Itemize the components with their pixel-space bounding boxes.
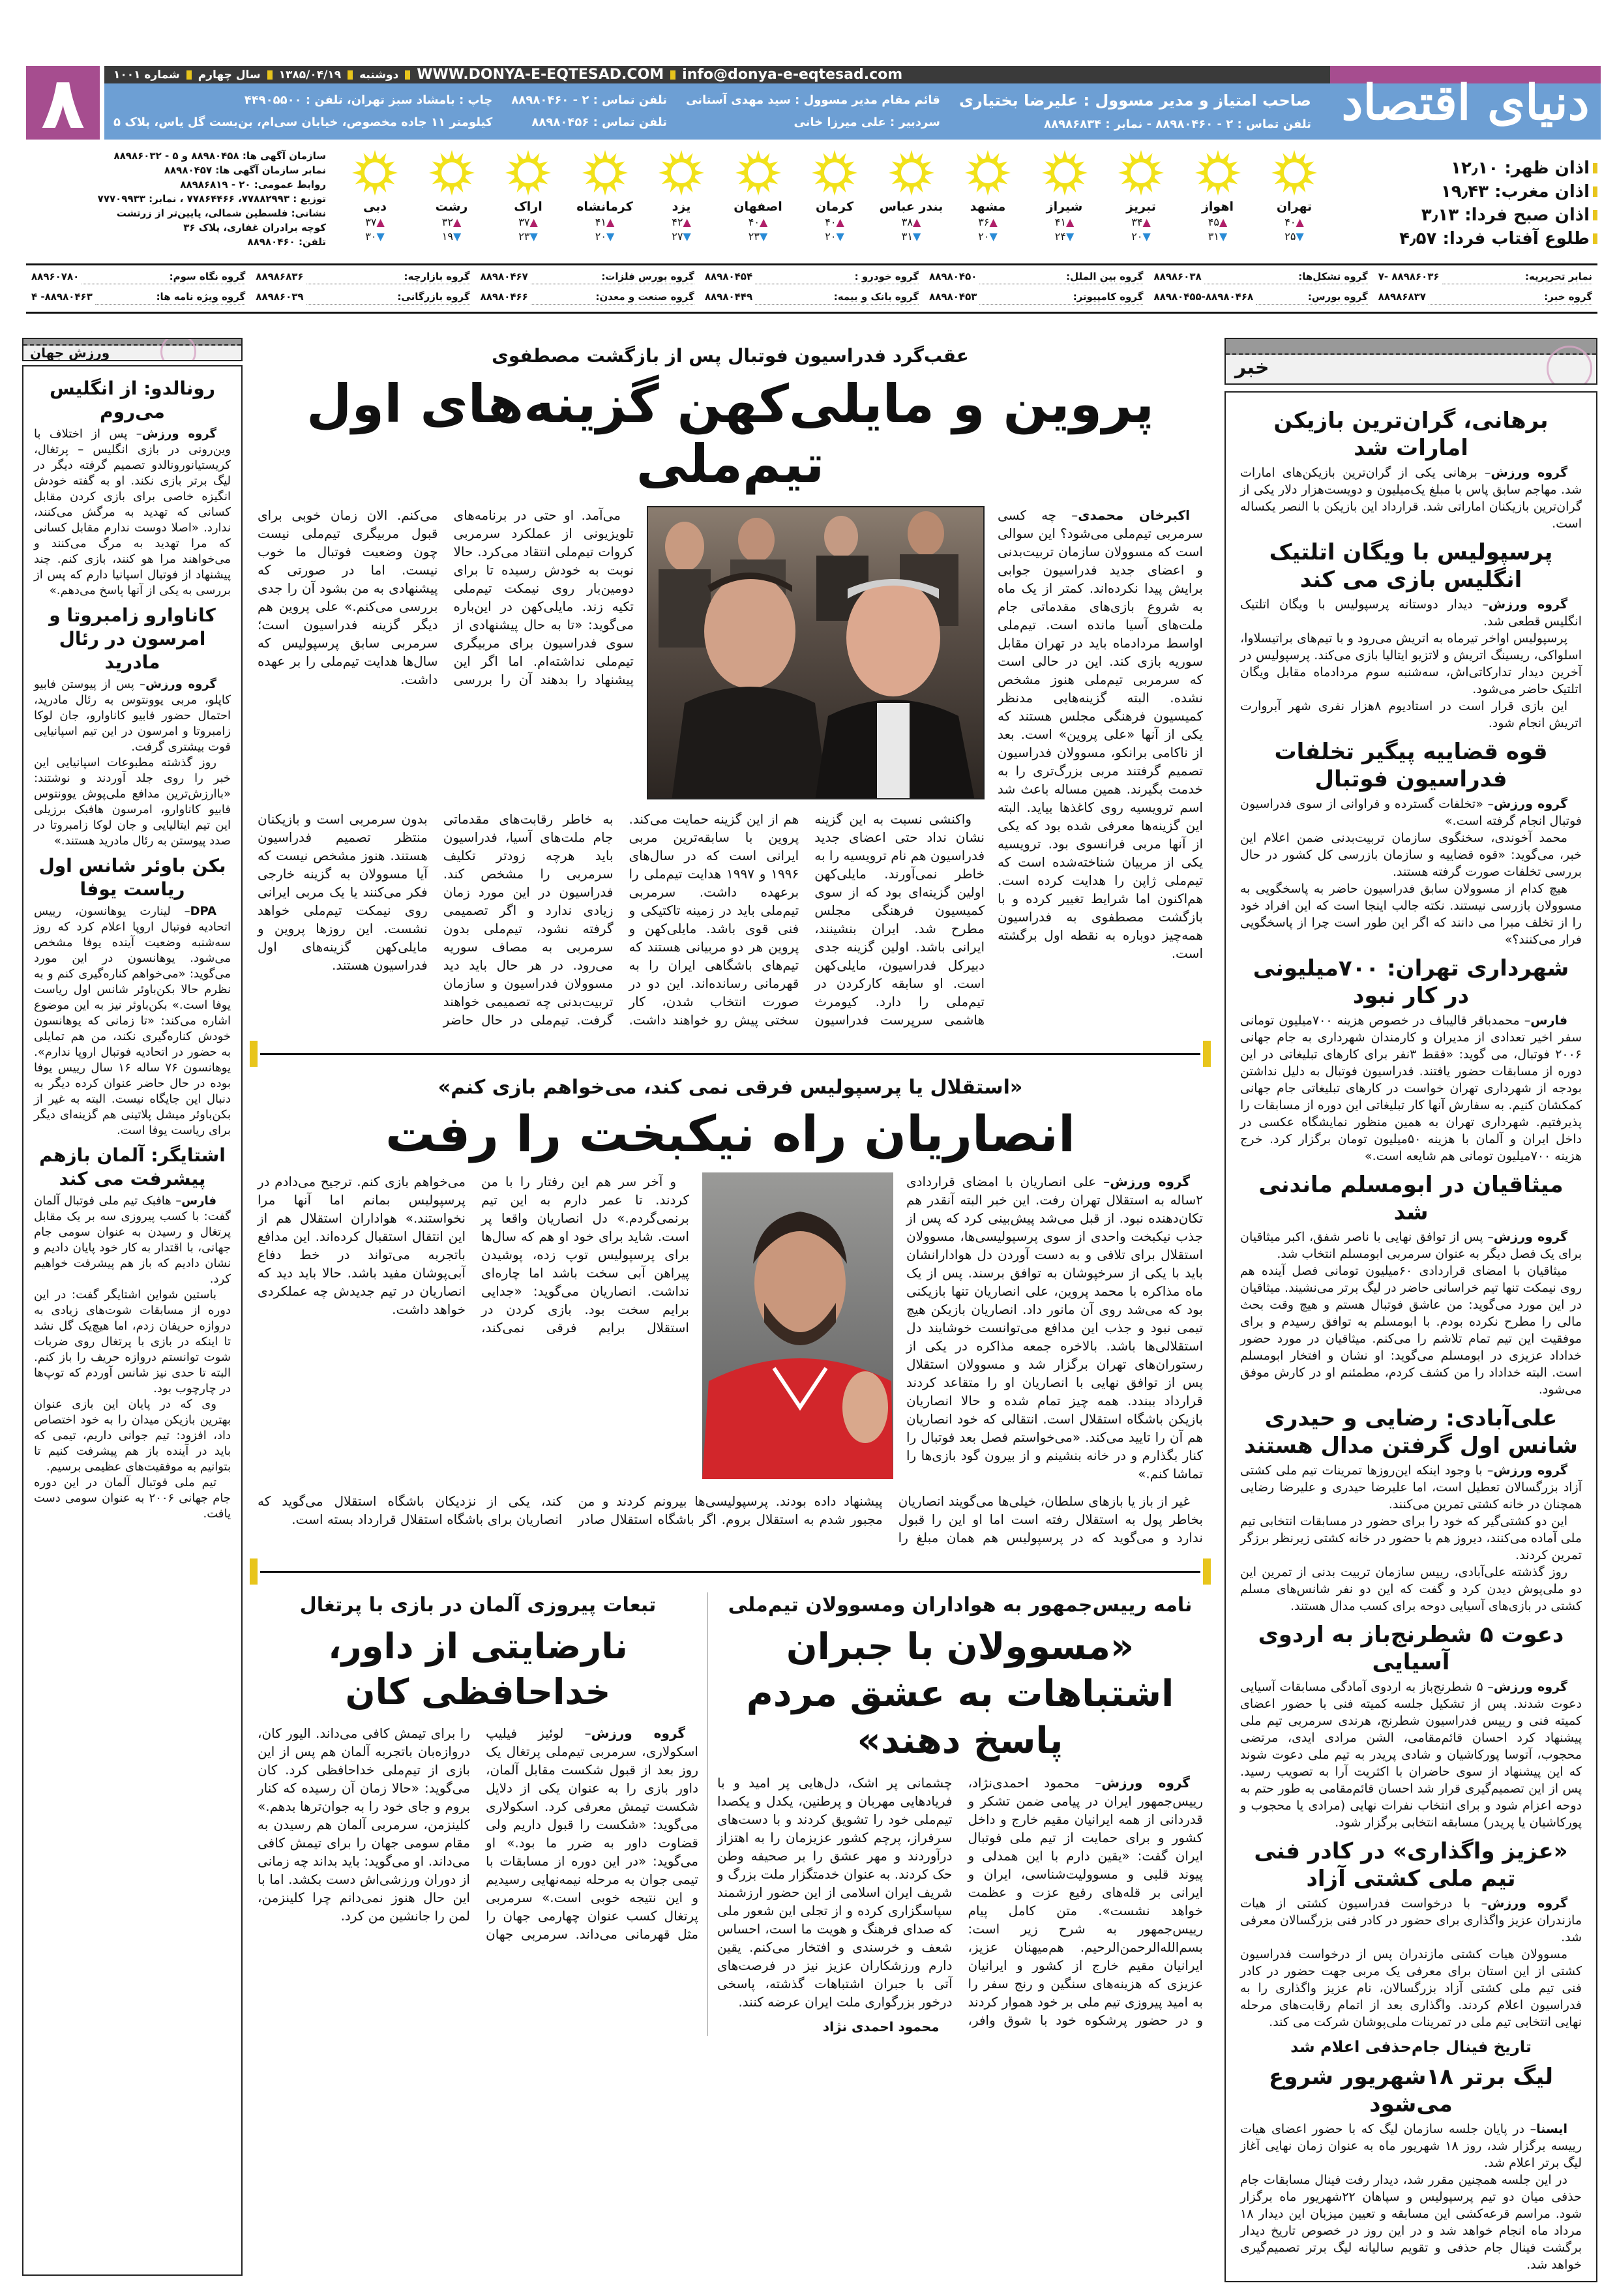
sun-icon	[965, 150, 1011, 196]
article-headline: شهرداری تهران: ۷۰۰میلیونی در کار نبود	[1253, 955, 1569, 1009]
issue-date: ۱۳۸۵/۰۴/۱۹	[278, 68, 342, 82]
ads-line: توزیع : ۷۷۸۸۲۹۹۳، ۷۷۸۶۴۴۶۶ ، نمابر: ۷۷۷۰۹۹۳۳	[97, 193, 326, 205]
paragraph: – لوئیز فیلیپ اسکولاری، سرمربی تیم‌ملی پرتغال یک روز بعد از قبول شکست مقابل آلمان، داور بازی را به عنوان یکی از دلایل شکست تیمش معرفی کرد. اسکولاری می‌گوید: «شکست را قبول داریم ولی قضاوت داور به ضرر ما بود.» او می‌گوید: «در این دوره از مسابقات با تیمی جوان به مرحله نیمه‌نهایی رسیدیم و این نتیجه خوبی است.» سرمربی پرتغال کسب عنوان چهارمی جهان را مثل قهرمانی می‌داند. سرمربی جهان را برای تیمش کافی می‌داند. الیور کان، دروازه‌بان باتجربه آلمان هم پس از این بازی از تیم‌ملی خداحافظی کرد. کان می‌گوید: «حالا زمان آن رسیده که کنار بروم و جای خود را به جوان‌ترها بدهم.» کلینزمن، سرمربی آلمان هم رسیدن به مقام سومی جهان را برای تیمش کافی می‌داند. او می‌گوید: باید بداند چه زمانی از دوران ورزشی‌اش دست بکشد. اما با این حال هنوز نمی‌دانم چرا کلینزمن، لمن را جانشین من کرد.	[258, 1725, 698, 1942]
article-paragraph: گروه ورزش– پس از توافق نهایی با ناصر شفق، اکبر میثاقیان برای یک فصل دیگر به عنوان سرمربی ابومسلم انتخاب شد.	[1240, 1230, 1582, 1261]
center-stories	[258, 339, 1203, 2036]
website-link[interactable]: WWW.DONYA-E-EQTESAD.COM	[417, 67, 664, 83]
ansarian-headline: انصاریان راه نیکبخت را رفت	[385, 1105, 1075, 1163]
sun-icon	[1118, 150, 1164, 196]
sun-icon	[352, 150, 398, 196]
phone-entry	[475, 269, 700, 284]
germany-story	[258, 1592, 698, 2036]
ansarian-columns	[258, 1172, 689, 1337]
phone-number: ۸۸۹۸۰۴۵۴	[704, 271, 753, 282]
issue-bar	[104, 66, 1330, 83]
weather-city	[492, 150, 564, 261]
article-paragraph: گروه ورزش– «تخلفات گسترده و فراوانی از سوی فدراسیون فوتبال انجام گرفته است.»	[1240, 797, 1582, 828]
phone-number: ۸۸۹۸۶۸۳۶	[256, 271, 304, 282]
article-paragraph: در این جلسه همچنین مقرر شد، دیدار رفت فینال مسابقات جام حذفی میان دو تیم پرسپولیس و سپاهان ۲۲شهریور ماه برگزار شود. مراسم قرعه‌کشی این مسابقه و تعیین میزبان این دیدار ۱۸ مرداد ماه انجام خواهد شد و در این روز در خصوص تاریخ دیدار برگشت فینال جام حذفی و تقویم سالیانه لیگ برتر تصمیم‌گیری خواهد شد.	[1240, 2173, 1582, 2272]
article-paragraph: روز گذشته مطبوعات اسپانیایی این خبر را روی جلد آوردند و نوشتند: «باارزش‌ترین مدافع ملی‌پوش یوونتوس فابیو کاناوارو، امرسون هافبک برزیلی این تیم ایتالیایی و جان لوکا زامبروتا در صدد پیوستن به رئال مادرید هستند.»	[34, 756, 231, 848]
ads-contact-info	[26, 149, 326, 249]
paragraph: غیر از باز یا بازهای سلطان، خیلی‌ها می‌گویند انصاریان بخاطر پول به استقلال رفته است اما او این را قبول ندارد و می‌گوید که در پرسپولیس هم همان مبلغ را پیشنهاد داده بودند. پرسپولیسی‌ها بیرونم کردند و من مجبور شدم به استقلال بروم. اگر باشگاه استقلال صادر کند، یکی از نزدیکان باشگاه استقلال می‌گوید که انصاریان برای باشگاه استقلال قرارداد بسته است.	[258, 1493, 1203, 1545]
ads-line: کوچه برادران غفاری، پلاک ۳۶	[183, 222, 326, 233]
phone-label: گروه بورس:	[1256, 290, 1368, 305]
byline: گروه ورزش	[1110, 1174, 1190, 1189]
player-photo-image	[702, 1172, 893, 1479]
city-name: کرمانشاه	[576, 200, 633, 214]
byline: گروه ورزش	[591, 1725, 685, 1741]
phone-entry	[475, 290, 700, 305]
world-sport-column	[22, 365, 243, 2276]
ansarian-kicker: «استقلال یا پرسپولیس فرقی نمی کند، می‌خواهم بازی کنم»	[438, 1076, 1023, 1099]
divider	[260, 1053, 1200, 1055]
article-paragraph: تیم ملی فوتبال آلمان در این دوره جام جهانی ۲۰۰۶ به عنوان سومی دست یافت.	[34, 1476, 231, 1521]
weather-city	[876, 150, 947, 261]
phone-label: گروه بانک و بیمه:	[755, 290, 919, 305]
divider-mark	[250, 1558, 258, 1585]
phone-number: ۸۸۹۸۰۴۶۷	[480, 271, 528, 282]
sun-icon	[889, 150, 934, 196]
divider	[260, 1571, 1200, 1573]
divider-mark	[250, 1041, 258, 1067]
paragraph: – چه کسی سرمربی تیم‌ملی می‌شود؟ این سوالی است که مسوولان سازمان تربیت‌بدنی و اعضای جدید فدراسیون جوابی برایش پیدا نکرده‌اند. کمتر از یک ماه به شروع بازی‌های مقدماتی جام ملت‌های آسیا مانده است. تیم‌ملی اواسط مردادماه باید در تهران مقابل سوریه بازی کند. این در حالی است که سرمربی تیم‌ملی هنوز مشخص نشده. البته گزینه‌هایی مدنظر کمیسیون فرهنگی مجلس هستند که یکی از آنها «علی پروین» است. بعد از ناکامی برانکو، مسوولان فدراسیون تصمیم گرفتند مربی بزرگ‌تری را به خدمت بگیرند. همین مساله باعث شد اسم ترویسیه روی کاغذها بیاید. البته این گزینه‌ها معرفی شده بود که یکی از آنها مربی فرانسوی بود. ترویسیه یکی از مربیان شناخته‌شده است که تیم‌ملی ژاپن را هدایت کرده است. هم‌اکنون اما شرایط تغییر کرده و با بازگشت مصطفوی به فدراسیون همه‌چیز دوباره به نقطه اول برگشته است.	[998, 507, 1203, 961]
phone-number: ۸۸۹۸۰۴۴۹	[704, 291, 753, 303]
article-paragraph: پرسپولیس اواخر تیرماه به اتریش می‌رود و با تیم‌های براتیسلاوا، اسلواکی، ریسینگ اتریش و لاتزیو ایتالیا بازی می‌کند. پرسپولیس در آخرین دیدار تدارکاتی‌اش، سه‌شنبه سوم مردادماه مقابل ویگان اتلتیک حاضر می‌شود.	[1240, 631, 1582, 696]
low-temp: ▼۲۴	[1054, 230, 1075, 243]
phone-entry	[924, 269, 1148, 284]
phone-label: گروه صنعت و معدن:	[531, 290, 694, 305]
page-number: ۸	[40, 61, 85, 145]
bullet-icon	[267, 70, 273, 80]
phone-number: ۸۸۹۸۶۸۳۷	[1378, 291, 1426, 303]
phone-label: نمابر تحریریه:	[1442, 269, 1592, 284]
weather-city	[799, 150, 870, 261]
article-paragraph: میثاقیان با امضای قراردادی ۶۰میلیون تومانی فصل آینده هم روی نیمکت تنها تیم خراسانی حاضر در لیگ برتر می‌نشیند. میثاقیان در این مورد می‌گوید: من عاشق فوتبال هستم و هیچ وقت بحث مالی را مطرح نکرده بودم. با ابومسلم به توافق رسیدم و برای موفقیت این تیم تمام تلاشم را می‌کنم. میثاقیان در مورد حضور خداداد عزیزی در ابومسلم می‌گوید: او نشان و افتخار ابومسلم است. البته خداداد را من کشف کردم، مطمئنم او در کارش موفق می‌شود.	[1240, 1264, 1582, 1397]
low-temp: ▼۲۰	[825, 230, 844, 243]
article-paragraph: DPA– لینارت یوهانسون، رییس اتحادیه فوتبال اروپا اعلام کرد که روز سه‌شنبه وضعیت آینده یوفا مشخص می‌شود. یوهانسون در این مورد می‌گوید: «می‌خواهم کناره‌گیری کنم و به نظرم حالا بکن‌باوئر شانس اول ریاست یوفا است.» بکن‌باوئر نیز به این موضوع اشاره می‌کند: «تا زمانی که یوهانسون خودش کناره‌گیری نکند، من هم تمایلی به حضور در اتحادیه فوتبال اروپا ندارم». یوهانسون ۷۶ ساله ۱۶ سال رییس یوفا بوده در حال حاضر عنوان کرده دیگر به دنبال این جایگاه نیست. البته به غیر از بکن‌باوئر میشل پلاتینی هم گزینه‌ای دیگر برای ریاست یوفا است.	[34, 904, 231, 1137]
low-temp: ▼۳۱	[901, 230, 921, 243]
deputy-phone: تلفن تماس : ۲ - ۸۸۹۸۰۴۶۰	[511, 93, 667, 107]
ads-line: روابط عمومی: ۲۰ - ۸۸۹۸۶۸۱۹	[180, 179, 326, 190]
email-link[interactable]: info@donya-e-eqtesad.com	[682, 67, 903, 83]
phone-directory	[26, 269, 1597, 305]
city-name: اهواز	[1201, 200, 1234, 214]
article-paragraph: ایسنا– در پایان جلسه سازمان لیگ که با حضور اعضای هیات رییسه برگزار شد، روز ۱۸ شهریور ماه به عنوان زمان نهایی آغاز لیگ برتر اعلام شد.	[1240, 2122, 1582, 2170]
main-story-headline: پروین و مایلی‌کهن گزینه‌های اول تیم‌ملی	[306, 374, 1155, 494]
sun-icon	[659, 150, 704, 196]
main-story-column	[998, 506, 1203, 964]
sun-icon	[735, 150, 781, 196]
weather-city	[645, 150, 717, 261]
low-temp: ▼۱۹	[441, 230, 462, 243]
prayer-times	[1350, 157, 1597, 250]
article-paragraph: گروه ورزش– با درخواست فدراسیون کشتی از هیات مازندران عزیز واگذاری برای حضور در کادر فنی بزرگسالان معرفی شد.	[1240, 1896, 1582, 1945]
city-name: یزد	[672, 200, 691, 214]
article-headline: بکن باوئر شانس اول ریاست یوفا	[38, 855, 226, 900]
bottom-stories	[258, 1592, 1203, 2036]
phone-label: گروه خودرو :	[755, 269, 919, 284]
weather-city	[722, 150, 794, 261]
issue-weekday: دوشنبه	[359, 68, 399, 82]
phone-label: گروه خبر:	[1429, 290, 1592, 305]
phone-label: گروه تشکل‌ها:	[1204, 269, 1368, 284]
sun-icon	[812, 150, 857, 196]
owner-block	[959, 91, 1311, 132]
phone-entry	[1373, 290, 1597, 305]
article-headline: لیگ برتر ۱۸شهریور شروع می‌شود	[1269, 2064, 1553, 2117]
article-headline: رونالدو: از انگلیس می‌روم	[50, 378, 215, 423]
high-temp: ▲۴۰	[1284, 216, 1304, 228]
phone-entry	[1148, 269, 1372, 284]
phone-label: گروه بین الملل:	[979, 269, 1143, 284]
print-block	[113, 93, 492, 130]
phone-number: ۸۸۹۸۰۴۶۶	[480, 291, 528, 303]
section-title: ورزش جهان	[30, 345, 110, 361]
phone-entry	[700, 269, 924, 284]
weather-city	[416, 150, 488, 261]
paragraph: – محمود احمدی‌نژاد، رییس‌جمهور ایران در پیامی ضمن تشکر و قدردانی از همه ایرانیان مقیم خارج و داخل کشور و برای حمایت از تیم ملی فوتبال ایران گفت: «یقین دارم با این همدلی و پیوند قلبی و مسوولیت‌شناسی، ایران و ایرانی بر قله‌های رفیع عزت و عظمت خواهد نشست». متن کامل پیام رییس‌جمهور به شرح زیر است: بسم‌الله‌الرحمن‌الرحیم. هم‌میهنان عزیز، ایرانیان مقیم خارج از کشور و ایرانیان عزیزی که هزینه‌های سنگین و رنج سفر را به امید پیروزی تیم ملی بر خود هموار کردند و در حضور پرشکوه خود با شوق وافر، چشمانی پر اشک، دل‌هایی پر امید و با فریادهایی مهربان و پرطنین، یکدل و یکصدا تیم‌ملی خود را تشویق کردند و با دست‌های سرفراز، پرچم کشور عزیزمان را به اهتزاز درآوردند و مهر عشق را بر صحیفه وطن حک کردند. به عنوان خدمتگزار ملت بزرگ و شریف ایران اسلامی از این حضور ارزشمند سپاسگزاری کرده و از تجلی این شعور ملی که صدای فرهنگ و هویت ما است، احساس شعف و خرسندی و افتخار می‌کنم. یقین دارم ورزشکاران عزیز نیز در فرصت‌های آتی با جبران اشتباهات گذشته، پاسخی درخور بزرگواری ملت ایران عرضه کنند.	[717, 1775, 1203, 2028]
article-paragraph: گروه ورزش– ۵ شطرنج‌باز به اردوی آمادگی مسابقات آسیایی دعوت شدند. پس از تشکیل جلسه کمیته فنی با حضور اعضای کمیته فنی و رییس فدراسیون شطرنج، هرندی سرمربی تیم ملی پیشنهاد کرد احسان قائم‌مقامی، الشن مرادی ایدی، مرتضی محجوب، آتوسا پورکاشیان و شادی پریدر به تیم ملی دعوت شوند که این پیشنهاد از سوی حاضران با اکثریت آرا به تصویب رسید. پس از این تصمیم‌گیری قرار شد احسان قائم‌مقامی به طور حتم به دوحه اعزام شود و برای انتخاب نفرات نهایی (مرادی یا محجوب و پورکاشیان یا پریدر) مسابقه انتخابی برگزار شود.	[1240, 1680, 1582, 1830]
article-source: گروه ورزش	[1487, 1896, 1567, 1911]
article-source: گروه ورزش	[1491, 466, 1567, 480]
article-source: گروه ورزش	[1493, 797, 1568, 811]
article-source: گروه ورزش	[1493, 1463, 1567, 1478]
article-headline: کاناوارو زامبروتا و امرسون در رئال مادرید	[49, 604, 216, 673]
editors-block	[686, 93, 940, 130]
main-story-kicker: عقب‌گرد فدراسیون فوتبال پس از بازگشت مصطفوی	[492, 345, 969, 366]
news-column	[1224, 391, 1597, 2282]
ansarian-photo	[702, 1172, 893, 1479]
article-paragraph: گروه ورزش– پس از پیوستن فابیو کاپلو، مربی یوونتوس به رئال مادرید، احتمال حضور فابیو کاناوارو، جان لوکا زامبروتا و امرسون در این تیم اسپانیایی قوت بیشتری گرفت.	[34, 678, 231, 754]
article-source: گروه ورزش	[141, 427, 216, 441]
article-headline: قوه قضاییه پیگیر تخلفات فدراسیون فوتبال	[1274, 739, 1548, 792]
high-temp: ▲۴۵	[1208, 216, 1228, 228]
high-temp: ▲۳۷	[365, 216, 385, 228]
article-paragraph: گروه ورزش– پس از اختلاف با وین‌رونی در بازی انگلیس – پرتغال، کریستیانورونالدو تصمیم گرفته دیگر در لیگ برتر بازی نکند. او به گفته خودش انگیزه خاصی برای بازی کردن مقابل کسانی که تهدید به مرگش می‌کنند، ندارد. «اصلا دوست ندارم مقابل کسانی که مرا تهدید به مرگ می‌کنند و می‌خواهند مرا هو کنند، بازی کنم. چند پیشنهاد از فوتبال اسپانیا دارم که پس از بررسی به یکی از آنها پاسخ می‌دهم.»	[34, 427, 231, 597]
article-paragraph: مسوولان هیات کشتی مازندران پس از درخواست فدراسیون کشتی از این استان برای معرفی یک مربی جهت حضور در کادر فنی تیم ملی کشتی آزاد بزرگسالان، نام عزیز واگذاری را به فدراسیون اعلام کردند. واگذاری بعد از اتمام رقابت‌های مرحله نهایی انتخابی تیم ملی در تمرینات ملی‌پوشان شرکت می کند.	[1240, 1947, 1582, 2029]
sun-icon	[1195, 150, 1241, 196]
article-paragraph: این دو کشتی‌گیر که خود را برای حضور در مسابقات انتخابی تیم ملی آماده می‌کنند، دیروز هم با حضور در خانه کشتی زیرنظر برزگر تمرین کردند.	[1240, 1514, 1582, 1562]
divider	[26, 312, 1597, 314]
weather-city	[1105, 150, 1177, 261]
owner-line: صاحب امتیاز و مدیر مسوول : علیرضا بختیاری	[958, 91, 1311, 110]
bullet-icon	[405, 70, 410, 80]
prayer-time: اذان مغرب: ۱۹٫۴۳	[1350, 180, 1597, 203]
divider	[26, 263, 1597, 265]
city-name: کرمان	[816, 200, 853, 214]
owner-phone: تلفن تماس : ۲ - ۸۸۹۸۰۴۶۰ - نمابر : ۸۸۹۸۶۸۳۴	[1044, 117, 1311, 131]
low-temp: ▼۲۳	[518, 230, 538, 243]
divider-mark	[1203, 1041, 1211, 1067]
high-temp: ▲۳۲	[441, 216, 462, 228]
officials-photo-image	[647, 507, 983, 799]
deputy-line: قائم مقام مدیر مسوول : سید مهدی آستانی	[686, 93, 940, 107]
article-paragraph: گروه ورزش– برهانی یکی از گران‌ترین بازیکن‌های امارات شد. مهاجم سابق پاس با مبلغ یک‌میلیون و دویست‌هزار دلار یکی از گران‌ترین بازیکنان اماراتی شد. قرارداد این بازیکن با النصر یکساله است.	[1240, 466, 1582, 531]
ads-line: نشانی: فلسطین شمالی، پایین‌تر از زرتشت	[116, 207, 326, 219]
city-name: تهران	[1276, 200, 1313, 214]
article-headline: «عزیز واگذاری» در کادر فنی تیم ملی کشتی آزاد	[1254, 1838, 1568, 1892]
bullet-icon	[670, 70, 675, 80]
article-paragraph: این بازی قرار است در استادیوم ۸هزار نفری شهر آبروارت اتریش انجام شود.	[1240, 699, 1582, 730]
low-temp: ▼۲۵	[1284, 230, 1304, 243]
main-story-photo	[647, 506, 985, 799]
page-number-badge	[26, 61, 100, 145]
article-source: گروه ورزش	[1493, 1230, 1568, 1244]
city-name: مشهد	[970, 200, 1006, 214]
phone-label: گروه کامپیوتر:	[979, 290, 1143, 305]
letter-kicker: نامه رییس‌جمهور به هواداران ومسوولان تیم‌ملی	[728, 1594, 1193, 1617]
article-headline: اشتایگر: آلمان بازهم پیشرفت می کند	[39, 1144, 226, 1189]
article-paragraph: فارس– هافبک تیم ملی فوتبال آلمان گفت: با کسب پیروزی سه بر یک مقابل پرتغال و رسیدن به عنوان سومی جام جهانی، با اقتدار به کار خود پایان دادیم و نشان دادیم که باز هم پیشرفت خواهیم کرد.	[34, 1194, 231, 1286]
phone-label: گروه نگاه سوم:	[82, 269, 245, 284]
weather-city	[569, 150, 641, 261]
issue-year: سال چهارم	[198, 68, 261, 82]
article-paragraph: وی که در پایان این بازی عنوان بهترین بازیکن میدان را به خود اختصاص داد، افزود: تیم جوانی داریم، تیمی که باید در آینده باز هم پیشرفت کنیم تا بتوانیم به موفقیت‌های عظیمی برسیم.	[34, 1397, 231, 1474]
low-temp: ▼۲۰	[1131, 230, 1151, 243]
article-paragraph: محمد آخوندی، سخنگوی سازمان تربیت‌بدنی ضمن اعلام این خبر، می‌گوید: «قوه قضاییه و سازمان بازرسی کل کشور در حال بررسی تخلفات صورت گرفته هستند.	[1240, 831, 1582, 879]
article-source: گروه ورزش	[1493, 1680, 1567, 1694]
weather-city	[1182, 150, 1254, 261]
address-line: کیلومتر ۱۱ جاده مخصوص، خیابان سی‌ام، بن‌بست گل یاس، پلاک ۵	[113, 115, 493, 129]
high-temp: ▲۴۰	[825, 216, 844, 228]
article-paragraph: گروه ورزش– با وجود اینکه این‌روزها تمرینات تیم ملی کشتی آزاد بزرگسالان تعطیل است، اما علیرضا حیدری و علیرضا رضایی همچنان در خانه کشتی تمرین می‌کنند.	[1240, 1463, 1582, 1512]
paragraph: – علی انصاریان با امضای قراردادی ۲ساله به استقلال تهران رفت. این خبر البته آنقدر هم تکان‌دهنده نبود. از قبل می‌شد پیش‌بینی کرد که پس از جذب نیکبخت واحدی از سوی پرسپولیسی‌ها، مسوولان استقلال برای تلافی و به دست آوردن دل هوادارانشان باید با یکی از سرخپوشان به توافق برسند. پس از یک ماه مذاکره با محمد پروین، علی انصاریان تنها بازیکنی بود که می‌شد روی آن مانور داد. انصاریان بازیکن هیچ تیمی نبود و جذب این مدافع می‌توانست خوشایند دل استقلالی‌ها باشد. بالاخره جمعه مذاکره در یکی از رستوران‌های تهران برگزار شد و مسوولان استقلال پس از توافق نهایی با انصاریان او را متقاعد کردند قرارداد ببندد. همه چیز تمام شده و حالا انصاریان بازیکن باشگاه استقلال است. انتقالی که خود انصاریان هم آن را تایید می‌کند. «می‌خواستم فصل بعد فوتبال را کنار بگذارم و در خانه بنشینم و از بیرون گود بازی‌ها را تماشا کنم.»	[906, 1174, 1203, 1482]
high-temp: ▲۳۸	[901, 216, 921, 228]
letter-columns	[717, 1774, 1203, 2036]
sun-icon	[1042, 150, 1088, 196]
city-name: اصفهان	[734, 200, 782, 214]
high-temp: ▲۳۷	[518, 216, 538, 228]
high-temp: ▲۴۲	[672, 216, 691, 228]
low-temp: ▼۲۷	[672, 230, 691, 243]
ads-line: سازمان آگهی ها: ۸۸۹۸۰۴۵۸ و ۵ - ۸۸۹۸۶۰۳۲	[113, 150, 326, 162]
editors-phone-block	[511, 93, 667, 130]
column-rule	[707, 1592, 708, 2036]
sun-icon	[1271, 150, 1317, 196]
prayer-time: اذان صبح فردا: ۳٫۱۳	[1350, 203, 1597, 227]
city-name: بندر عباس	[879, 200, 943, 214]
article-headline: دعوت ۵ شطرنج‌باز به اردوی آسیایی	[1258, 1622, 1564, 1675]
phone-entry	[250, 290, 475, 305]
phone-number: ۸۸۹۸۰۴۵۳	[929, 291, 977, 303]
paragraph: می‌آمد. او حتی در برنامه‌های تلویزیونی از عملکرد سرمربی کروات تیم‌ملی انتقاد می‌کرد. حالا نوبت به خودش رسیده تا برای دومین‌بار روی نیمکت تیم‌ملی تکیه زند. مایلی‌کهن در این‌باره می‌گوید: «تا به حال پیشنهادی از سوی فدراسیون برای مربیگری تیم‌ملی نداشته‌ام. اما اگر این پیشنهاد را بدهند آن را بررسی می‌کنم. الان زمان خوبی برای قبول مربیگری تیم‌ملی نیست چون وضعیت فوتبال ما خوب نیست. اما در صورتی که پیشنهادی به من بشود آن را جدی بررسی می‌کنم.» علی پروین هم دیگر گزینه فدراسیون است؛ سرمربی سابق پرسپولیس که سال‌ها هدایت تیم‌ملی را بر عهده داشت.	[258, 507, 634, 687]
article-source: فارس	[1530, 1013, 1568, 1028]
article-source: فارس	[181, 1194, 216, 1208]
germany-columns	[258, 1724, 698, 1943]
editor-phone: تلفن تماس : ۸۸۹۸۰۴۵۶	[531, 115, 667, 129]
article-headline: برهانی، گران‌ترین بازیکن امارات شد	[1273, 408, 1549, 461]
phone-number: ۸۸۹۸۰۴۶۳- ۴	[31, 291, 93, 303]
weather-city	[952, 150, 1024, 261]
germany-headline: نارضایتی از داور، خداحافظی کان	[328, 1626, 628, 1712]
phone-label: گروه بازارچه:	[306, 269, 470, 284]
ads-line: نمابر سازمان آگهی ها: ۸۸۹۸۰۴۵۷	[164, 164, 326, 176]
phone-label: گروه بورس فلزات:	[531, 269, 694, 284]
phone-entry	[1373, 269, 1597, 284]
article-headline: میثاقیان در ابومسلم ماندنی شد	[1258, 1172, 1564, 1225]
article-source: گروه ورزش	[145, 678, 216, 691]
article-headline: علی‌آبادی: رضایی و حیدری شانس اول گرفتن مدال هستند	[1244, 1405, 1578, 1459]
prayer-time: طلوع آفتاب فردا: ۴٫۵۷	[1350, 227, 1597, 250]
ansarian-body	[258, 1172, 1203, 1484]
article-source: ایسنا	[1536, 2122, 1567, 2136]
print-line: چاپ : بامشاد سبز تهران، تلفن : ۴۴۹۰۵۵۰۰	[244, 93, 493, 107]
city-name: تبریز	[1126, 200, 1156, 214]
main-story-columns	[258, 506, 634, 689]
city-name: اراک	[514, 200, 542, 214]
letter-headline: «مسوولان با جبران اشتباهات به عشق مردم پاسخ دهند»	[746, 1626, 1174, 1762]
editor-line: سردبیر : علی میرزا خانی	[794, 115, 940, 129]
high-temp: ▲۴۱	[1054, 216, 1075, 228]
main-story-body	[258, 506, 1203, 1029]
phone-number: ۸۸۹۶۰۷۸۰	[31, 271, 80, 282]
phone-label: گروه بازرگانی:	[306, 290, 470, 305]
weather-strip	[339, 150, 1330, 261]
high-temp: ▲۳۴	[1131, 216, 1151, 228]
ads-line: تلفن: ۸۸۹۸۰۴۶۰	[247, 236, 326, 248]
main-story-columns	[258, 810, 985, 1029]
sun-icon	[505, 150, 551, 196]
low-temp: ▼۲۳	[748, 230, 768, 243]
signature: محمود احمدی نژاد	[822, 2019, 940, 2035]
article-source: DPA	[190, 904, 216, 918]
low-temp: ▼۲۰	[978, 230, 998, 243]
city-name: دبی	[363, 200, 387, 214]
low-temp: ▼۳۱	[1208, 230, 1228, 243]
article-paragraph: فارس– محمدباقر قالیباف در خصوص هزینه ۷۰۰میلیون تومانی سفر اخیر تعدادی از مدیران و کارمندان شهرداری به جام جهانی ۲۰۰۶ فوتبال، می گوید: «فقط ۳نفر برای کارهای تبلیغاتی در این دوره از مسابقات حضور یافتند. فدراسیون فوتبال به دلیل نداشتن بودجه از شهرداری تهران خواست در کارهای تبلیغاتی جام جهانی کمکشان کنیم. به سفارش آنها کار تبلیغاتی این دوره از مسابقات را پذیرفتیم. شهرداری تهران به همین منظور نمایشگاه عکسی در داخل ایران و آلمان با هزینه ۵۰میلیون تومان برگزار کرد. خرج هزینه ۷۰۰میلیون تومانی هم شایعه است.»	[1240, 1013, 1582, 1163]
bullet-icon	[348, 70, 353, 80]
phone-number: ۸۸۹۸۶۰۳۹	[256, 291, 304, 303]
phone-number: ۸۸۹۸۰۴۵۵-۸۸۹۸۰۴۶۸	[1153, 291, 1254, 303]
high-temp: ▲۴۰	[748, 216, 768, 228]
phone-entry	[924, 290, 1148, 305]
high-temp: ▲۴۱	[595, 216, 615, 228]
phone-entry	[1148, 290, 1372, 305]
newspaper-logo: دنیای اقتصاد	[1341, 74, 1590, 131]
weather-city	[1258, 150, 1330, 261]
sun-icon	[429, 150, 475, 196]
bullet-icon	[186, 70, 192, 80]
prayer-time: اذان ظهر: ۱۲٫۱۰	[1350, 157, 1597, 180]
weather-city	[1029, 150, 1101, 261]
germany-kicker: تبعات پیروزی آلمان در بازی با پرتغال	[299, 1594, 657, 1617]
low-temp: ▼۲۰	[595, 230, 615, 243]
low-temp: ▼۳۰	[365, 230, 385, 243]
divider-row	[250, 1041, 1211, 1067]
phone-number: ۸۸۹۸۶۰۳۶ -۷	[1378, 271, 1440, 282]
article-source: گروه ورزش	[1488, 597, 1567, 612]
phone-label: گروه ویژه نامه ها:	[95, 290, 245, 305]
phone-entry	[250, 269, 475, 284]
ansarian-column	[906, 1172, 1203, 1484]
high-temp: ▲۳۶	[978, 216, 998, 228]
divider-mark	[1203, 1558, 1211, 1585]
ansarian-columns	[258, 1492, 1203, 1547]
city-name: شیراز	[1046, 200, 1083, 214]
phone-entry	[26, 290, 250, 305]
phone-entry	[26, 269, 250, 284]
article-kicker: تاریخ فینال جام‌حذفی اعلام شد	[1290, 2038, 1532, 2056]
divider-row	[250, 1558, 1211, 1585]
weather-city	[339, 150, 411, 261]
phone-number: ۸۸۹۸۰۴۵۰	[929, 271, 977, 282]
issue-number: شماره ۱۰۰۱	[113, 68, 180, 82]
article-paragraph: باستین شواین اشتایگر گفت: در این دوره از مسابقات شوت‌های زیادی به دروازه حریفان زدم، اما هیچ‌یک گل نشد تا اینکه در بازی با پرتغال روی ضربات شوت توانستم دروازه حریف را باز کنم. البته تا حدی نیز شانس آوردم که توپ‌ها در چارچوب بود.	[34, 1288, 231, 1395]
byline: اکبرخان محمدی	[1078, 507, 1190, 523]
byline: گروه ورزش	[1101, 1775, 1190, 1791]
article-paragraph: گروه ورزش– دیدار دوستانه پرسپولیس با ویگان اتلتیک انگلیس قطعی شد.	[1240, 597, 1582, 629]
article-headline: پرسپولیس با ویگان اتلتیک انگلیس بازی می کند	[1269, 539, 1553, 593]
section-title: خبر	[1235, 356, 1269, 379]
city-name: رشت	[435, 200, 468, 214]
letter-story	[717, 1592, 1203, 2036]
section-header-world-sport	[22, 338, 243, 361]
section-header-news	[1224, 338, 1597, 385]
paragraph: و آخر سر هم این رفتار را با من کردند. تا عمر دارم به این تیم برنمی‌گردم.» دل انصاریان واقعا پر است. شاید برای خود او هم که سال‌ها برای پرسپولیس توپ زده، پوشیدن پیراهن آبی سخت باشد اما چاره‌ای نداشت. انصاریان می‌گوید: «جدایی برایم سخت بود. بازی کردن در استقلال برایم فرقی نمی‌کند، می‌خواهم بازی کنم. ترجیح می‌دادم در پرسپولیس بمانم اما آنها مرا نخواستند.» هواداران استقلال هم از این انتقال استقبال کرده‌اند. این مدافع باتجربه می‌تواند در خط دفاع آبی‌پوشان مفید باشد. حالا باید دید که انصاریان در تیم جدیدش چه عملکردی خواهد داشت.	[258, 1174, 689, 1335]
paragraph: واکنشی نسبت به این گزینه نشان نداد حتی اعضای جدید فدراسیون هم نام ترویسیه را به خاطر نمی‌آورند. مایلی‌کهن اولین گزینه‌ای بود که از سوی کمیسیون فرهنگی مجلس مطرح شد. ایران بنشینند، ایرانی باشد. اولین گزینه جدی دبیرکل فدراسیون، مایلی‌کهن است. او سابقه کارکردن در تیم‌ملی را دارد. کیومرث هاشمی سرپرست فدراسیون هم از این گزینه حمایت می‌کند. پروین با سابقه‌ترین مربی ایرانی است که در سال‌های ۱۹۹۶ و ۱۹۹۷ هدایت تیم‌ملی را برعهده داشت. سرمربی تیم‌ملی باید در زمینه تاکتیکی و فنی قوی باشد. مایلی‌کهن و پروین هر دو مربیانی هستند که تیم‌های باشگاهی ایران را به قهرمانی رسانده‌اند. این دو در صورت انتخاب شدن، کار سختی پیش رو خواهند داشت. به خاطر رقابت‌های مقدماتی جام ملت‌های آسیا، فدراسیون باید هرچه زودتر تکلیف سرمربی را مشخص کند. فدراسیون در این مورد زمان زیادی ندارد و اگر تصمیمی گرفته نشود، تیم‌ملی بدون سرمربی به مصاف سوریه می‌رود. در هر حال باید دید مسوولان فدراسیون و سازمان تربیت‌بدنی چه تصمیمی خواهند گرفت. تیم‌ملی در حال حاضر بدون سرمربی است و بازیکنان منتظر تصمیم فدراسیون هستند. هنوز مشخص نیست که آیا مسوولان به گزینه خارجی فکر می‌کنند یا یک مربی ایرانی روی نیمکت تیم‌ملی خواهد نشست. این روزها پروین و مایلی‌کهن گزینه‌های اول فدراسیون هستند.	[258, 811, 985, 1028]
article-paragraph: روز گذشته علی‌آبادی، رییس سازمان تربیت بدنی از تمرین این دو ملی‌پوش دیدن کرد و گفت که این دو نفر شانس‌های مسلم کشتی در بازی‌های آسیایی دوحه برای کسب مدال هستند.	[1240, 1565, 1582, 1613]
phone-number: ۸۸۹۸۶۰۳۸	[1153, 271, 1202, 282]
phone-entry	[700, 290, 924, 305]
sun-icon	[582, 150, 628, 196]
article-paragraph: هیچ کدام از مسوولان سابق فدراسیون حاضر به پاسخگویی به مسوولان بازرسی نیستند. نکته جالب اینجا است که این افراد خود را از تخلف مبرا می دانند که اگر این طور است چرا از پاسخگویی فرار می‌کنند؟»	[1240, 882, 1582, 947]
